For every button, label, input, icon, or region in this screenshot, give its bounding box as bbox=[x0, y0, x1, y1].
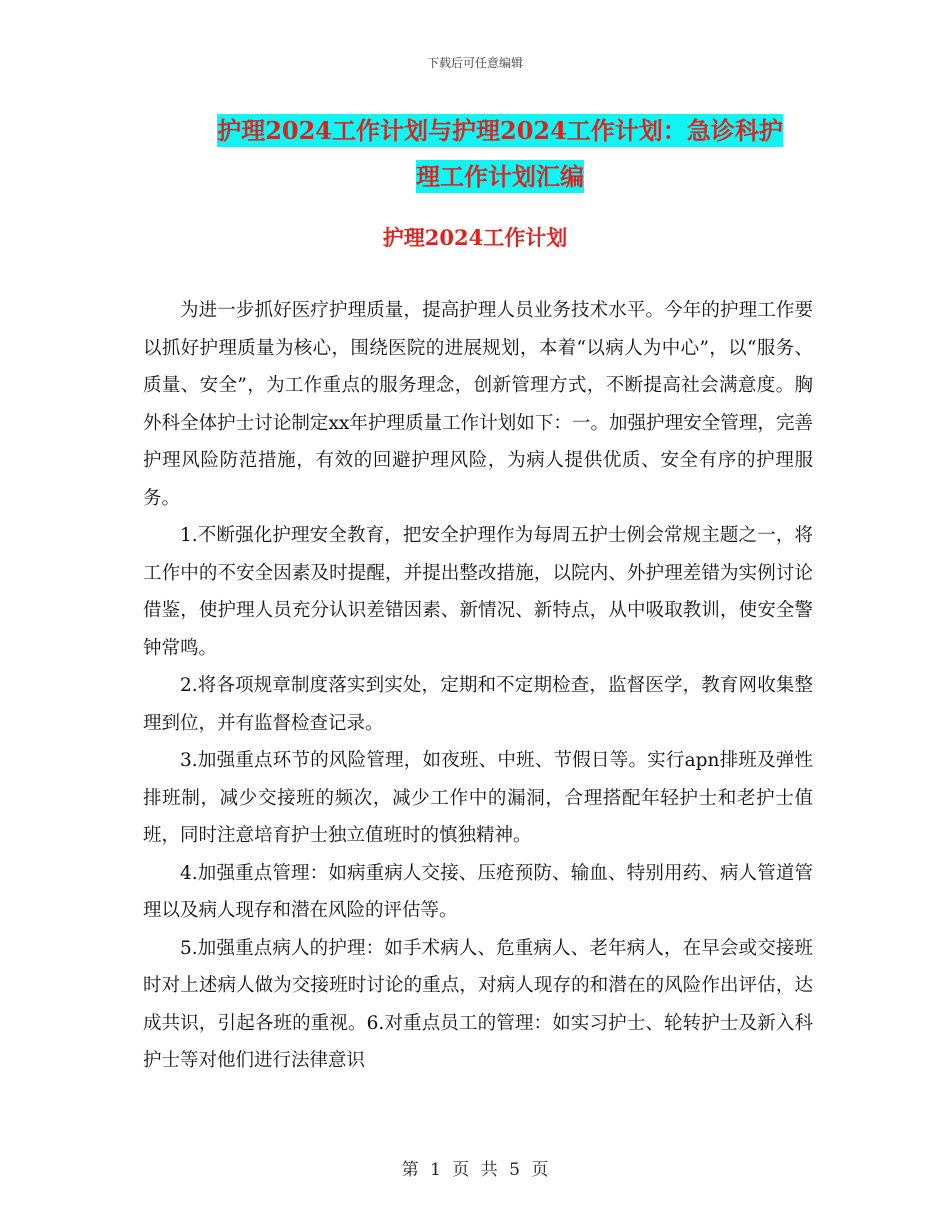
document-title bbox=[150, 108, 850, 200]
document-title-line1: 护理2024工作计划与护理2024工作计划：急诊科护 bbox=[217, 116, 783, 145]
document-body bbox=[143, 292, 813, 1080]
paragraph-intro: 为进一步抓好医疗护理质量，提高护理人员业务技术水平。今年的护理工作要以抓好护理质量为核心，围绕医院的进展规划，本着“以病人为中心”，以“服务、质量、安全”，为工作重点的服务理念，创新管理方式，不断提高社会满意度。胸外科全体护士讨论制定xx年护理质量工作计划如下：一。加强护理安全管理，完善护理风险防范措施，有效的回避护理风险，为病人提供优质、安全有序的护理服务。 bbox=[143, 300, 813, 509]
page-footer: 第 1 页 共 5 页 bbox=[401, 1160, 549, 1180]
section-title: 护理2024工作计划 bbox=[382, 225, 568, 250]
paragraph-item-5: 5.加强重点病人的护理：如手术病人、危重病人、老年病人，在早会或交接班时对上述病人做为交接班时讨论的重点，对病人现存的和潜在的风险作出评估，达成共识，引起各班的重视。6.对重点员工的管理：如实习护士、轮转护士及新入科护士等对他们进行法律意识 bbox=[143, 937, 813, 1071]
document-title-line2: 理工作计划汇编 bbox=[416, 162, 584, 191]
paragraph-item-4: 4.加强重点管理：如病重病人交接、压疮预防、输血、特别用药、病人管道管理以及病人现存和潜在风险的评估等。 bbox=[143, 862, 813, 921]
paragraph-item-3: 3.加强重点环节的风险管理，如夜班、中班、节假日等。实行apn排班及弹性排班制，减少交接班的频次，减少工作中的漏洞，合理搭配年轻护士和老护士值班，同时注意培育护士独立值班时的慎独精神。 bbox=[143, 750, 813, 846]
page-header-note: 下载后可任意编辑 bbox=[426, 56, 523, 70]
paragraph-item-1: 1.不断强化护理安全教育，把安全护理作为每周五护士例会常规主题之一，将工作中的不安全因素及时提醒，并提出整改措施，以院内、外护理差错为实例讨论借鉴，使护理人员充分认识差错因素、新情况、新特点，从中吸取教训，使安全警钟常鸣。 bbox=[143, 525, 813, 659]
paragraph-item-2: 2.将各项规章制度落实到实处，定期和不定期检查，监督医学，教育网收集整理到位，并有监督检查记录。 bbox=[143, 675, 813, 734]
